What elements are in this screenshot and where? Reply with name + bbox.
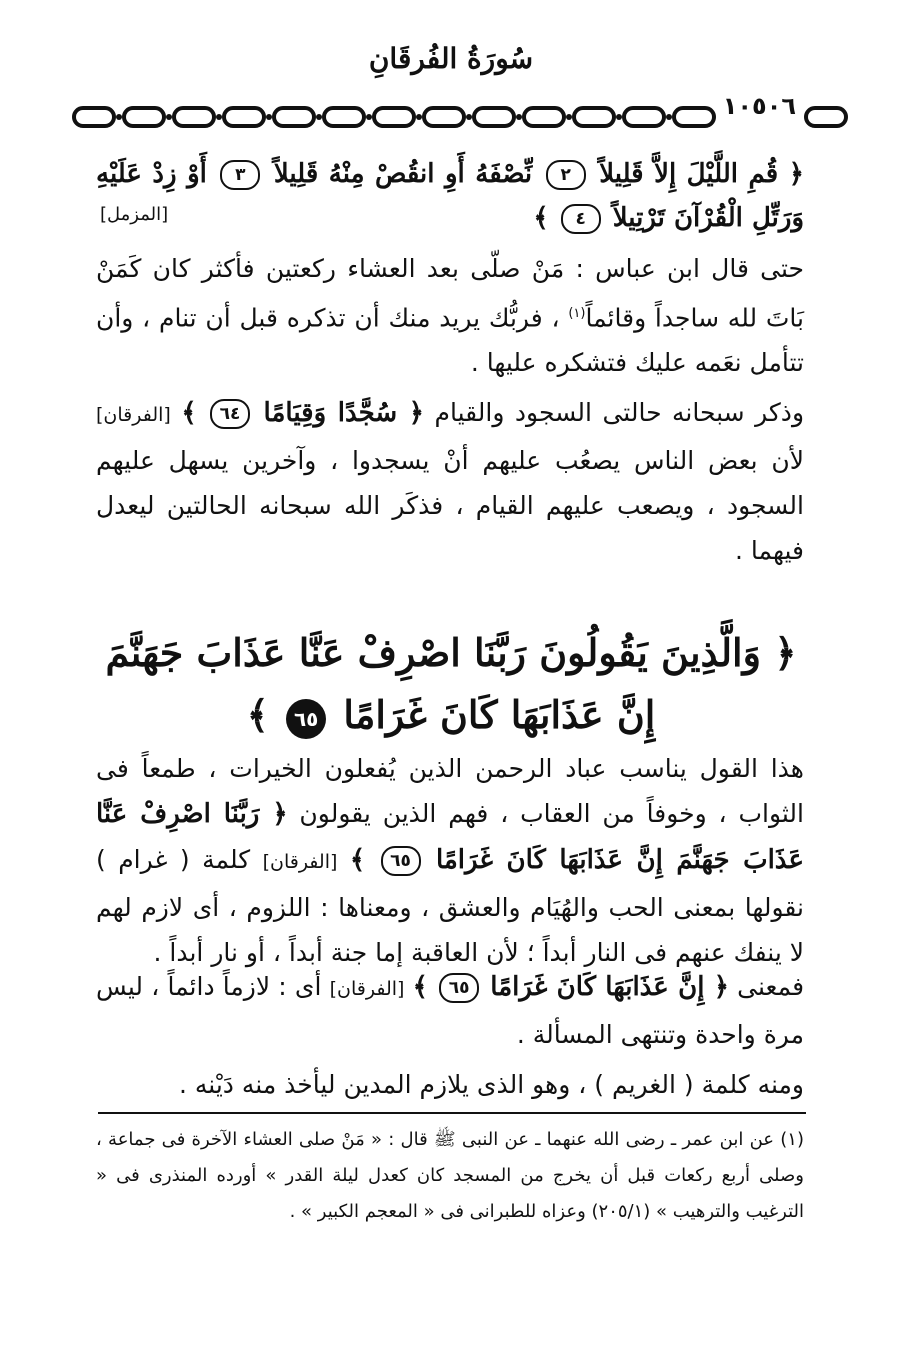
- verse-number: ٦٥: [381, 846, 421, 876]
- paragraph-text: هذا القول يناسب عباد الرحمن الذين يُفعلون الخيرات ، طمعاً فى الثواب ، وخوفاً من العقاب ، فهم الذين يقولون: [96, 754, 804, 828]
- verse-bracket: ﴾: [533, 203, 549, 233]
- paragraph: [96, 746, 804, 975]
- verse-text: ﴿ رَبَّنَا اصْرِفْ عَنَّا عَذَابَ جَهَنَّمَ إِنَّ عَذَابَهَا كَانَ غَرَامًا: [96, 799, 804, 875]
- verse-number: ٦٥: [439, 973, 479, 1003]
- verse-text: إِنَّ عَذَابَهَا كَانَ غَرَامًا: [343, 692, 656, 737]
- verse-bracket: ﴾: [412, 972, 428, 1002]
- verse-number: ٤: [561, 204, 601, 234]
- main-verse-line-2: [0, 684, 902, 746]
- verse-number: ٢: [546, 160, 586, 190]
- paragraph-text: كلمة ( غرام ) نقولها بمعنى الحب والهُيَام والعشق ، ومعناها : اللزوم ، أى لازم لهم لا ينفك عنهم فى النار أبداً ؛ لأن العاقبة إما جنة أبداً ، أو نار أبداً .: [96, 845, 804, 967]
- surah-title: سُورَةُ الفُرقَانِ: [368, 42, 534, 75]
- footnote-marker: (١): [568, 306, 586, 321]
- paragraph: [96, 390, 804, 573]
- verse-bracket: ﴾: [349, 845, 366, 875]
- quran-quote-muzzammil: [96, 152, 804, 240]
- page-number: ١٠٥٠٦: [717, 92, 802, 120]
- verse-text: ﴿ قُمِ اللَّيْلَ إِلاَّ قَلِيلاً: [599, 159, 804, 189]
- paragraph-text: وذكر سبحانه حالتى السجود والقيام: [434, 398, 805, 427]
- verse-text: أَوْ زِدْ عَلَيْهِ وَرَتِّلِ الْقُرْآنَ تَرْتِيلاً: [96, 159, 804, 233]
- verse-text: نِّصْفَهُ أَوِ انقُصْ مِنْهُ قَلِيلاً: [273, 159, 533, 189]
- surah-reference: [الفرقان]: [262, 851, 338, 873]
- surah-reference: [الفرقان]: [329, 978, 405, 1000]
- paragraph-text: لأن بعض الناس يصعُب عليهم أنْ يسجدوا ، وآخرين يسهل عليهم السجود ، ويصعب عليهم القيام ، فذكَر الله سبحانه الحالتين ليعدل فيهما .: [96, 446, 804, 565]
- paragraph-text: ، فربُّك يريد منك أن تذكره قبل أن تنام ، وأن تتأمل نعَمه عليك فتشكره عليها .: [96, 303, 804, 378]
- verse-text: ﴿ سُجَّدًا وَقِيَامًا: [263, 398, 425, 428]
- verse-bracket: ﴾: [246, 692, 269, 737]
- verse-bracket: ﴾: [181, 398, 197, 428]
- paragraph-text: أى : لازماً دائماً ، ليس مرة واحدة وتنتهى المسألة .: [96, 972, 804, 1049]
- main-verse-line-1: ﴿ وَالَّذِينَ يَقُولُونَ رَبَّنَا اصْرِفْ عَنَّا عَذَابَ جَهَنَّمَ: [105, 630, 797, 675]
- surah-reference: [الفرقان]: [96, 404, 171, 426]
- paragraph: [96, 246, 804, 385]
- footnote-divider: [98, 1112, 806, 1114]
- footnote: (١) عن ابن عمر ـ رضى الله عنهما ـ عن النبى ﷺ قال : « مَنْ صلى العشاء الآخرة فى جماعة ، وصلى أربع ركعات قبل أن يخرج من المسجد كان كعدل ليلة القدر » أورده المنذرى فى « الترغيب والترهيب » (٢٠٥/١) وعزاه للطبرانى فى « المعجم الكبير » .: [96, 1129, 804, 1222]
- paragraph: ومنه كلمة ( الغريم ) ، وهو الذى يلازم المدين ليأخذ منه دَيْنه .: [179, 1070, 804, 1099]
- verse-text: ﴿ إِنَّ عَذَابَهَا كَانَ غَرَامًا: [490, 972, 729, 1002]
- paragraph: [96, 964, 804, 1057]
- verse-number: ٦٤: [210, 399, 250, 429]
- paragraph-text: حتى قال ابن عباس : مَنْ صلّى بعد العشاء ركعتين فأكثر كان كَمَنْ بَاتَ لله ساجداً وقائماً: [96, 254, 804, 333]
- paragraph-text: فمعنى: [737, 972, 805, 1001]
- verse-number: ٣: [220, 160, 260, 190]
- surah-reference: [المزمل]: [100, 204, 169, 225]
- verse-number: ٦٥: [286, 699, 326, 739]
